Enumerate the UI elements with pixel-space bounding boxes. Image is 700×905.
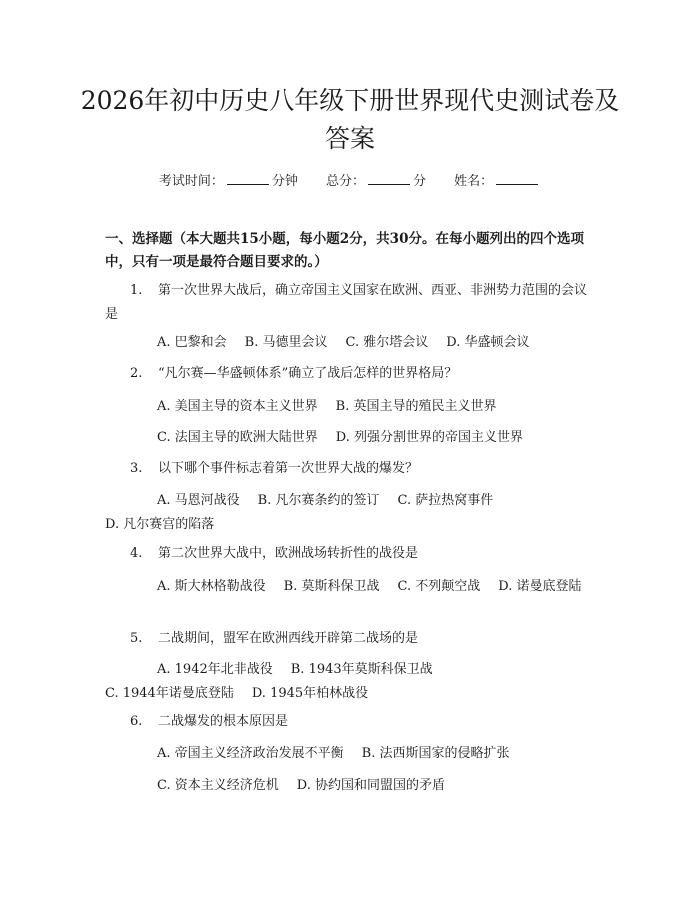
option-d[interactable]: D. 凡尔赛宫的陷落 xyxy=(105,517,215,532)
option-d[interactable]: D. 协约国和同盟国的矛盾 xyxy=(296,778,445,793)
option-a[interactable]: A. 马恩河战役 xyxy=(157,493,240,508)
question-text: “凡尔赛—华盛顿体系”确立了战后怎样的世界格局？ xyxy=(158,366,458,381)
exam-info-line xyxy=(0,170,700,189)
option-d[interactable]: D. 列强分割世界的帝国主义世界 xyxy=(335,430,523,445)
option-c[interactable]: C. 萨拉热窝事件 xyxy=(397,493,494,508)
exam-time-field xyxy=(159,170,298,189)
question-number: 6. xyxy=(130,714,143,729)
name-label: 姓名： xyxy=(454,174,494,189)
question-text: 以下哪个事件标志着第一次世界大战的爆发？ xyxy=(158,461,419,476)
option-d[interactable]: D. 1945年柏林战役 xyxy=(251,686,369,701)
question-number: 2. xyxy=(130,366,143,381)
question-6 xyxy=(105,710,597,734)
option-b[interactable]: B. 莫斯科保卫战 xyxy=(283,579,380,594)
score-unit: 分 xyxy=(413,174,427,189)
question-number: 4. xyxy=(130,546,143,561)
question-text: 第一次世界大战后，确立帝国主义国家在欧洲、西亚、非洲势力范围的会议是 xyxy=(105,283,588,322)
option-b[interactable]: B. 英国主导的殖民主义世界 xyxy=(335,399,497,414)
question-number: 5. xyxy=(130,631,143,646)
section-heading: 一、选择题（本大题共15小题，每小题2分，共30分。在每小题列出的四个选项中，只有一项是最符合题目要求的。） xyxy=(105,231,584,270)
option-b[interactable]: B. 凡尔赛条约的签订 xyxy=(257,493,380,508)
time-label: 考试时间： xyxy=(158,174,224,189)
question-2 xyxy=(105,362,597,386)
question-5-options xyxy=(105,658,597,706)
option-c[interactable]: C. 1944年诺曼底登陆 xyxy=(105,686,234,701)
option-a[interactable]: A. 美国主导的资本主义世界 xyxy=(157,399,318,414)
option-c[interactable]: C. 资本主义经济危机 xyxy=(157,778,279,793)
question-2-options-row-1 xyxy=(105,395,597,419)
question-1-options xyxy=(105,331,597,355)
question-2-options-row-2 xyxy=(105,426,597,450)
question-text: 二战爆发的根本原因是 xyxy=(158,714,289,729)
question-6-options-row-1 xyxy=(105,742,597,766)
page-title: 2026年初中历史八年级下册世界现代史测试卷及答案 xyxy=(80,86,620,153)
time-blank[interactable] xyxy=(227,172,269,185)
question-6-options-row-2 xyxy=(105,774,597,798)
question-number: 1. xyxy=(130,283,143,298)
total-score-field xyxy=(326,170,426,189)
option-a[interactable]: A. 帝国主义经济政治发展不平衡 xyxy=(157,746,344,761)
question-text: 二战期间，盟军在欧洲西线开辟第二战场的是 xyxy=(158,631,419,646)
option-d[interactable]: D. 华盛顿会议 xyxy=(446,335,530,350)
option-a[interactable]: A. 巴黎和会 xyxy=(157,335,227,350)
option-a[interactable]: A. 1942年北非战役 xyxy=(157,662,273,677)
option-d[interactable]: D. 诺曼底登陆 xyxy=(498,579,582,594)
question-4 xyxy=(105,542,597,566)
option-b[interactable]: B. 法西斯国家的侵略扩张 xyxy=(361,746,510,761)
question-1 xyxy=(105,279,597,327)
option-b[interactable]: B. 马德里会议 xyxy=(244,335,328,350)
time-unit: 分钟 xyxy=(271,174,298,189)
question-5 xyxy=(105,627,597,651)
option-c[interactable]: C. 不列颠空战 xyxy=(397,579,481,594)
score-blank[interactable] xyxy=(368,172,410,185)
name-field xyxy=(454,170,541,189)
option-c[interactable]: C. 法国主导的欧洲大陆世界 xyxy=(157,430,318,445)
score-label: 总分： xyxy=(325,174,365,189)
name-blank[interactable] xyxy=(496,172,538,185)
question-text: 第二次世界大战中，欧洲战场转折性的战役是 xyxy=(158,546,419,561)
question-4-options xyxy=(105,575,597,599)
option-a[interactable]: A. 斯大林格勒战役 xyxy=(157,579,266,594)
question-3 xyxy=(105,457,597,481)
question-number: 3. xyxy=(130,461,143,476)
option-c[interactable]: C. 雅尔塔会议 xyxy=(345,335,429,350)
question-3-options xyxy=(105,489,597,537)
option-b[interactable]: B. 1943年莫斯科保卫战 xyxy=(290,662,433,677)
